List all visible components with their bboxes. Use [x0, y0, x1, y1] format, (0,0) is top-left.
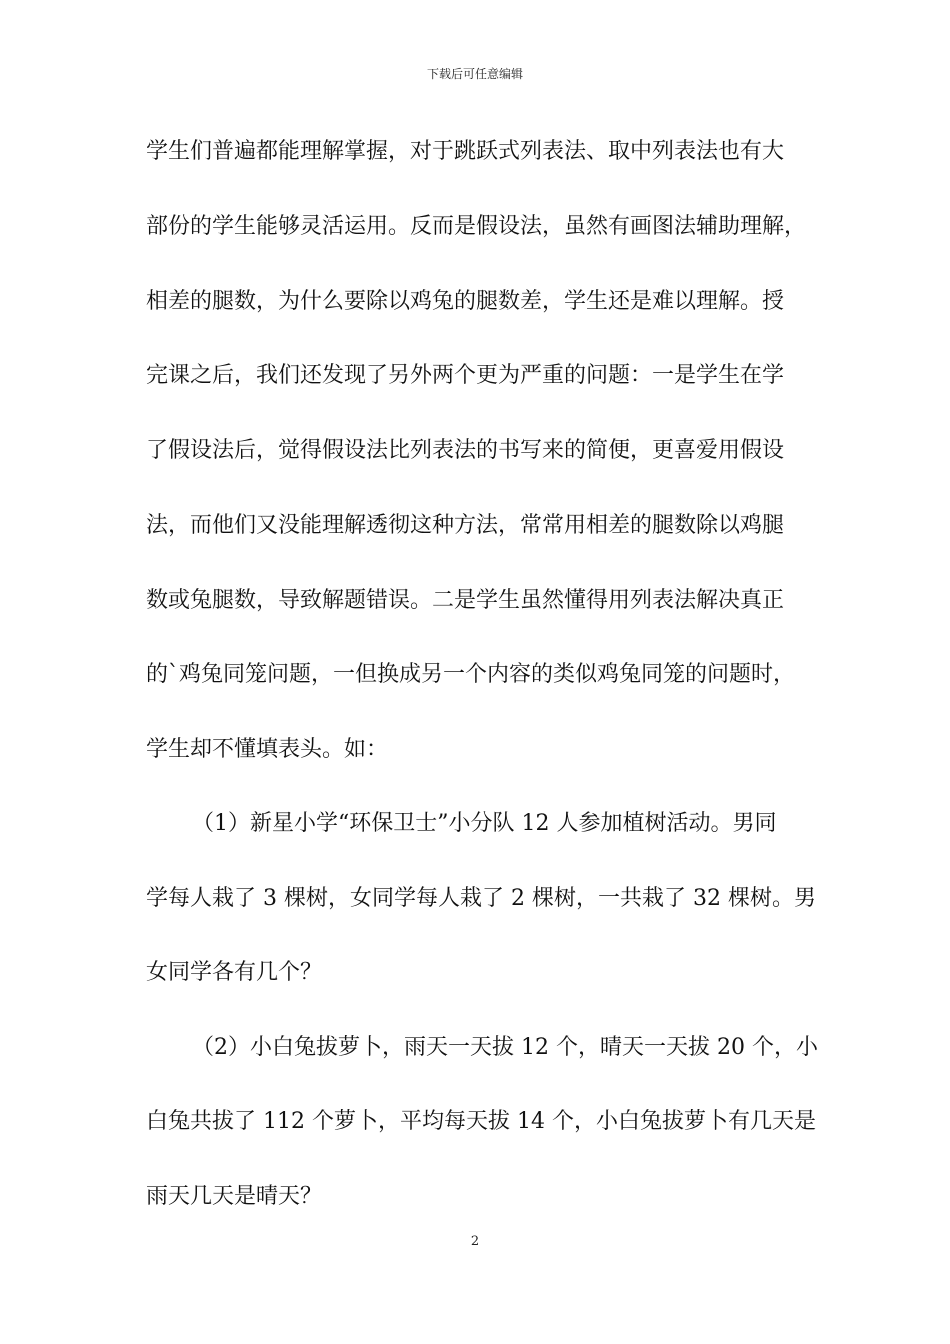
body-line-1: 学生们普遍都能理解掌握，对于跳跃式列表法、取中列表法也有大 — [146, 139, 785, 164]
body-line-8: 的`鸡兔同笼问题，一但换成另一个内容的类似鸡兔同笼的问题时， — [146, 662, 796, 687]
problem-2-line-1: （2）小白兔拔萝卜，雨天一天拔 12 个，晴天一天拔 20 个，小 — [192, 1035, 818, 1060]
problem-1-line-1: （1）新星小学“环保卫士”小分队 12 人参加植树活动。男同 — [192, 811, 777, 836]
problem-2-line-2: 白兔共拔了 112 个萝卜，平均每天拔 14 个，小白兔拔萝卜有几天是 — [146, 1109, 816, 1134]
problem-2-line-3: 雨天几天是晴天？ — [146, 1184, 323, 1209]
body-line-3: 相差的腿数，为什么要除以鸡兔的腿数差，学生还是难以理解。授 — [146, 289, 785, 314]
body-line-7: 数或兔腿数，导致解题错误。二是学生虽然懂得用列表法解决真正 — [146, 588, 785, 613]
body-line-9: 学生却不懂填表头。如： — [146, 737, 389, 762]
body-line-5: 了假设法后，觉得假设法比列表法的书写来的简便，更喜爱用假设 — [146, 438, 785, 463]
body-line-4: 完课之后，我们还发现了另外两个更为严重的问题：一是学生在学 — [146, 363, 785, 388]
problem-1-line-2: 学每人栽了 3 棵树，女同学每人栽了 2 棵树，一共栽了 32 棵树。男 — [146, 886, 816, 911]
problem-1-line-3: 女同学各有几个？ — [146, 960, 323, 985]
body-line-6: 法，而他们又没能理解透彻这种方法，常常用相差的腿数除以鸡腿 — [146, 513, 785, 538]
body-line-2: 部份的学生能够灵活运用。反而是假设法，虽然有画图法辅助理解， — [146, 214, 807, 239]
page-number: 2 — [470, 1234, 480, 1249]
page-header: 下载后可任意编辑 — [426, 67, 523, 81]
